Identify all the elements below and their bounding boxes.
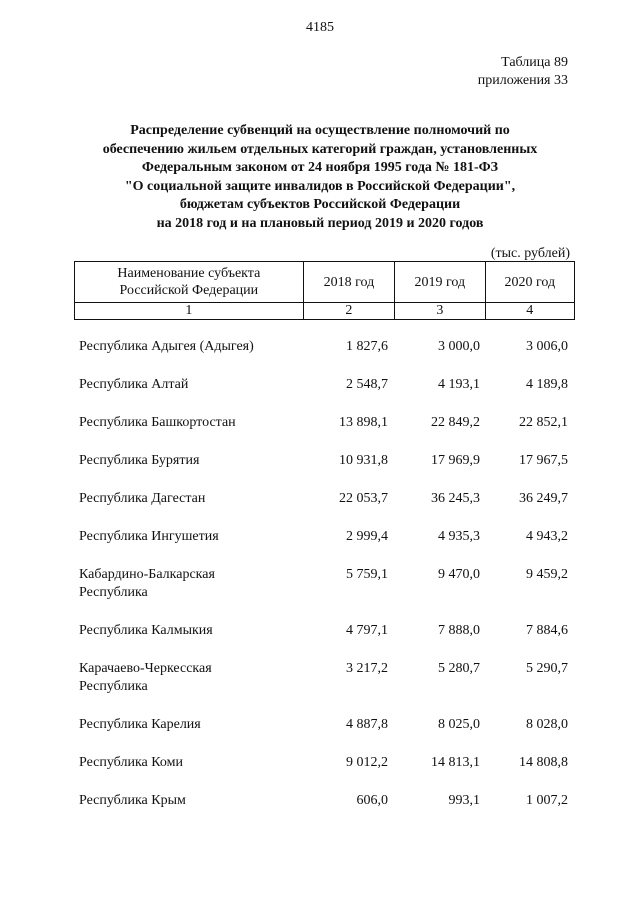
- title-line: Распределение субвенций на осуществление полномочий по: [130, 123, 510, 138]
- subject-name: Республика Алтай: [79, 377, 189, 392]
- title-line: "О социальной защите инвалидов в Российской Федерации",: [124, 178, 516, 194]
- value-2018: 3 217,2: [346, 661, 388, 676]
- value-2018: 13 898,1: [339, 415, 388, 430]
- value-2018: 1 827,6: [346, 339, 388, 354]
- value-2019: 5 280,7: [438, 661, 480, 676]
- value-2020: 3 006,0: [526, 339, 568, 354]
- value-2019: 3 000,0: [438, 339, 480, 354]
- value-2019: 17 969,9: [431, 453, 480, 468]
- value-2019: 8 025,0: [438, 717, 480, 732]
- value-2019: 993,1: [448, 793, 480, 808]
- value-2020: 7 884,6: [526, 623, 568, 638]
- subject-name: Республика Дагестан: [79, 491, 206, 506]
- header-2018: 2018 год: [303, 262, 394, 303]
- value-2018: 9 012,2: [346, 755, 388, 770]
- value-2019: 22 849,2: [431, 415, 480, 430]
- subject-name: Республика Крым: [79, 793, 186, 808]
- subject-name: Республика Бурятия: [79, 453, 200, 468]
- title-line: бюджетам субъектов Российской Федерации: [179, 197, 461, 212]
- column-number: 1: [75, 303, 304, 320]
- value-2020: 36 249,7: [519, 491, 568, 506]
- subject-name: Республика Башкортостан: [79, 415, 236, 430]
- value-2019: 9 470,0: [438, 567, 480, 582]
- table-reference-line: приложения 33: [477, 73, 568, 88]
- value-2020: 22 852,1: [519, 415, 568, 430]
- header-2020: 2020 год: [485, 262, 574, 303]
- subject-name: Республика Карелия: [79, 717, 201, 732]
- header-2019: 2019 год: [395, 262, 485, 303]
- value-2018: 22 053,7: [339, 491, 388, 506]
- value-2019: 36 245,3: [431, 491, 480, 506]
- value-2018: 4 797,1: [346, 623, 388, 638]
- title-line: Федеральным законом от 24 ноября 1995 года № 181-ФЗ: [141, 160, 499, 175]
- document-title: [60, 122, 580, 233]
- subject-name: Республика Коми: [79, 755, 183, 770]
- value-2020: 17 967,5: [519, 453, 568, 468]
- value-2019: 4 935,3: [438, 529, 480, 544]
- value-2020: 1 007,2: [526, 793, 568, 808]
- value-2018: 5 759,1: [346, 567, 388, 582]
- title-line: на 2018 год и на плановый период 2019 и 2020 годов: [156, 215, 484, 231]
- value-2018: 4 887,8: [346, 717, 388, 732]
- subject-name: Республика Ингушетия: [79, 529, 219, 544]
- units-label: (тыс. рублей): [490, 246, 570, 261]
- value-2019: 7 888,0: [438, 623, 480, 638]
- value-2020: 14 808,8: [519, 755, 568, 770]
- header-subject-line: Наименование субъекта: [117, 266, 261, 281]
- table-header: [74, 261, 575, 320]
- header-subject-line: Российской Федерации: [119, 283, 259, 298]
- header-subject-name: [75, 262, 304, 303]
- subject-name: Республика Адыгея (Адыгея): [79, 339, 254, 354]
- column-number: 2: [303, 303, 394, 320]
- column-number: 4: [485, 303, 574, 320]
- column-number: 3: [395, 303, 485, 320]
- value-2020: 9 459,2: [526, 567, 568, 582]
- table-reference: [478, 54, 568, 90]
- value-2020: 4 189,8: [526, 377, 568, 392]
- subject-name: Республика Калмыкия: [79, 623, 213, 638]
- table-reference-line: Таблица 89: [501, 55, 568, 70]
- value-2019: 14 813,1: [431, 755, 480, 770]
- value-2020: 5 290,7: [526, 661, 568, 676]
- subject-name: Кабардино-Балкарская Республика: [79, 567, 215, 600]
- page-number: 4185: [306, 20, 334, 35]
- title-line: обеспечению жильем отдельных категорий граждан, установленных: [102, 141, 538, 157]
- value-2019: 4 193,1: [438, 377, 480, 392]
- value-2018: 2 999,4: [346, 529, 388, 544]
- value-2018: 10 931,8: [339, 453, 388, 468]
- value-2020: 8 028,0: [526, 717, 568, 732]
- value-2020: 4 943,2: [526, 529, 568, 544]
- value-2018: 606,0: [356, 793, 388, 808]
- subject-name: Карачаево-Черкесская Республика: [79, 661, 212, 694]
- value-2018: 2 548,7: [346, 377, 388, 392]
